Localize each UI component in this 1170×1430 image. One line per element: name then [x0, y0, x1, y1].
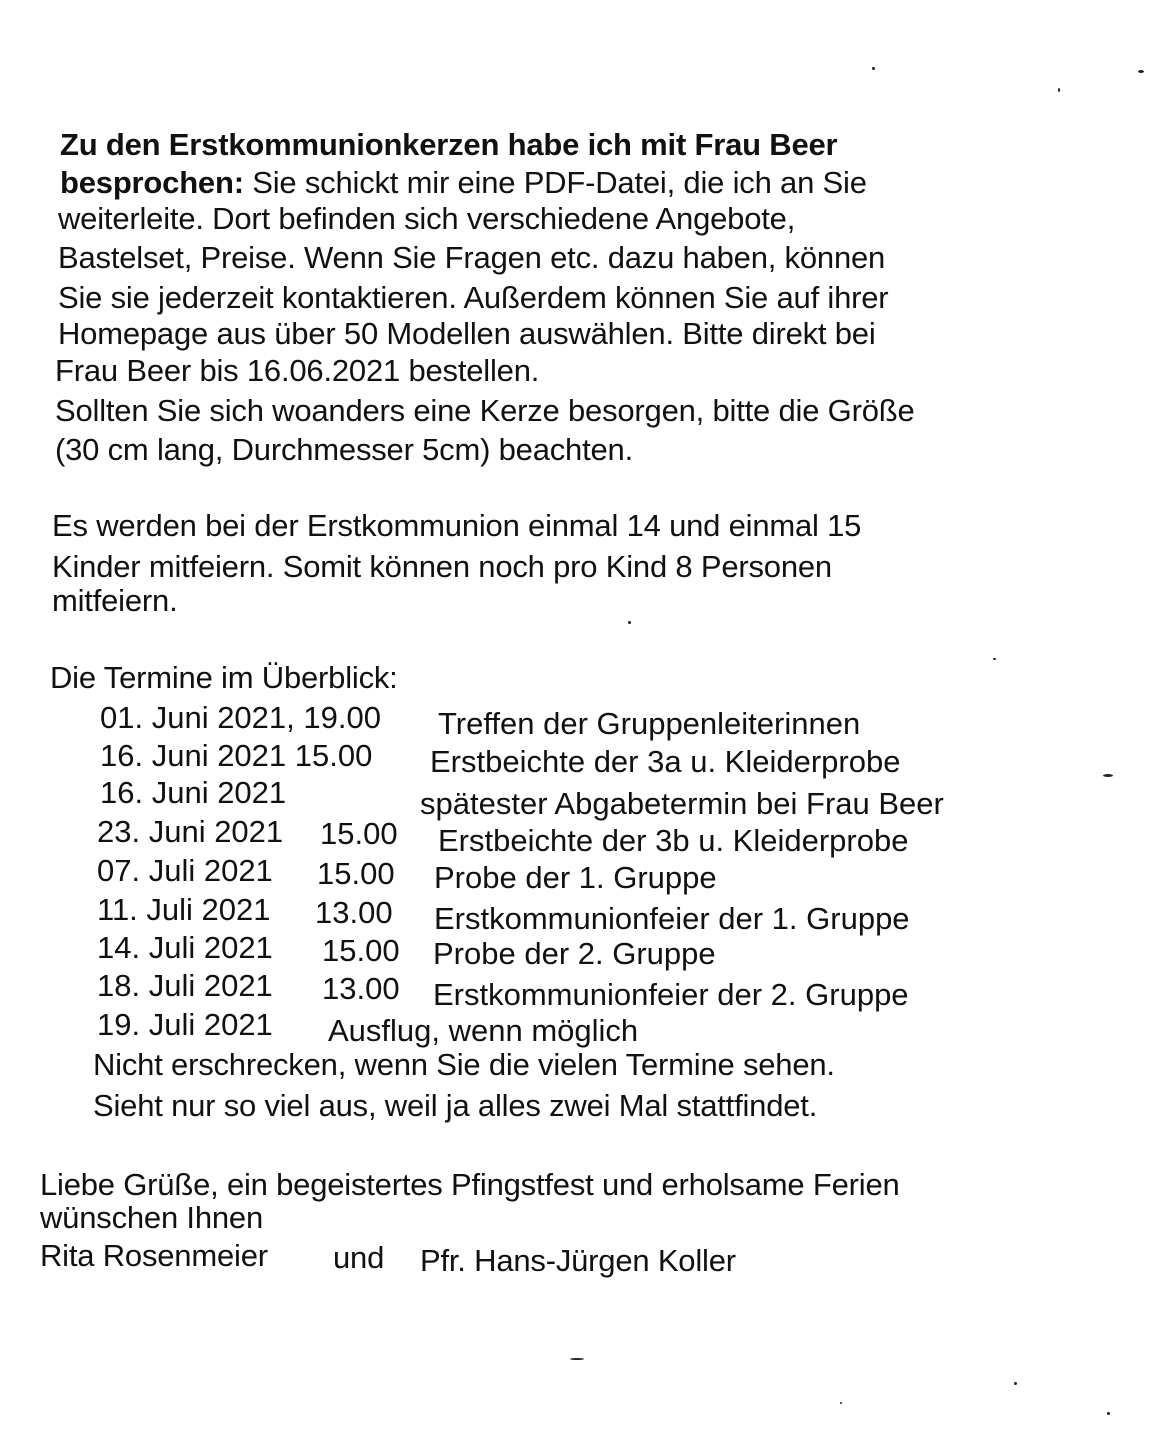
- scan-speck: [1058, 88, 1060, 92]
- schedule-time: 15.00: [317, 856, 395, 891]
- intro-line-2-rest: Sie schickt mir eine PDF-Datei, die ich an Sie: [243, 165, 867, 200]
- schedule-event: Erstkommunionfeier der 1. Gruppe: [434, 901, 910, 936]
- intro-line-2: [60, 165, 867, 201]
- schedule-time: 13.00: [315, 895, 393, 930]
- schedule-event: spätester Abgabetermin bei Frau Beer: [420, 786, 944, 821]
- intro-line-5: Sie sie jederzeit kontaktieren. Außerdem können Sie auf ihrer: [58, 280, 889, 315]
- schedule-date: 07. Juli 2021: [97, 853, 273, 888]
- scan-speck: [1138, 70, 1144, 73]
- scan-speck: [1014, 1382, 1017, 1385]
- schedule-heading: Die Termine im Überblick:: [50, 660, 398, 695]
- schedule-event: Erstkommunionfeier der 2. Gruppe: [433, 977, 909, 1012]
- intro-line-7: Frau Beer bis 16.06.2021 bestellen.: [55, 353, 540, 388]
- intro-line-9: (30 cm lang, Durchmesser 5cm) beachten.: [55, 432, 633, 467]
- scan-speck: [993, 658, 996, 660]
- schedule-date: 18. Juli 2021: [97, 968, 273, 1003]
- children-line-3: mitfeiern.: [52, 583, 178, 618]
- schedule-time: 15.00: [322, 933, 400, 968]
- scan-speck: [1107, 1412, 1110, 1415]
- closing-line-1: Liebe Grüße, ein begeistertes Pfingstfest und erholsame Ferien: [40, 1167, 900, 1202]
- signature-conjunction: und: [333, 1240, 385, 1275]
- schedule-event: Treffen der Gruppenleiterinnen: [438, 706, 861, 741]
- children-line-2: Kinder mitfeiern. Somit können noch pro Kind 8 Personen: [52, 549, 832, 584]
- schedule-date: 14. Juli 2021: [97, 930, 273, 965]
- schedule-date: 23. Juni 2021: [97, 814, 284, 849]
- signer-2: Pfr. Hans-Jürgen Koller: [420, 1243, 736, 1278]
- schedule-event: Erstbeichte der 3a u. Kleiderprobe: [430, 744, 901, 779]
- schedule-date: 01. Juni 2021, 19.00: [100, 700, 381, 735]
- closing-line-2: wünschen Ihnen: [40, 1200, 263, 1235]
- schedule-event: Ausflug, wenn möglich: [328, 1013, 639, 1048]
- schedule-date: 16. Juni 2021: [100, 775, 287, 810]
- scan-speck: [570, 1358, 584, 1360]
- schedule-event: Erstbeichte der 3b u. Kleiderprobe: [438, 823, 909, 858]
- scan-speck: [872, 67, 875, 70]
- schedule-note-1: Nicht erschrecken, wenn Sie die vielen Termine sehen.: [93, 1047, 835, 1082]
- intro-line-4: Bastelset, Preise. Wenn Sie Fragen etc. dazu haben, können: [58, 240, 886, 275]
- schedule-event: Probe der 2. Gruppe: [433, 936, 716, 971]
- schedule-date: 11. Juli 2021: [97, 892, 271, 927]
- intro-line-3: weiterleite. Dort befinden sich verschiedene Angebote,: [58, 201, 796, 236]
- schedule-event: Probe der 1. Gruppe: [434, 860, 717, 895]
- signer-1: Rita Rosenmeier: [40, 1238, 268, 1273]
- schedule-note-2: Sieht nur so viel aus, weil ja alles zwei Mal stattfindet.: [93, 1088, 818, 1123]
- scan-speck: [1103, 774, 1113, 777]
- schedule-date: 16. Juni 2021 15.00: [100, 738, 373, 773]
- schedule-date: 19. Juli 2021: [97, 1007, 273, 1042]
- schedule-time: 15.00: [320, 816, 398, 851]
- intro-bold-label: besprochen:: [60, 165, 244, 200]
- intro-line-1: Zu den Erstkommunionkerzen habe ich mit Frau Beer: [60, 127, 838, 162]
- scan-speck: [840, 1402, 842, 1404]
- children-line-1: Es werden bei der Erstkommunion einmal 14 und einmal 15: [52, 508, 862, 543]
- scan-speck: [628, 621, 631, 624]
- intro-line-8: Sollten Sie sich woanders eine Kerze besorgen, bitte die Größe: [55, 393, 915, 428]
- schedule-time: 13.00: [322, 971, 400, 1006]
- intro-line-6: Homepage aus über 50 Modellen auswählen. Bitte direkt bei: [58, 316, 876, 351]
